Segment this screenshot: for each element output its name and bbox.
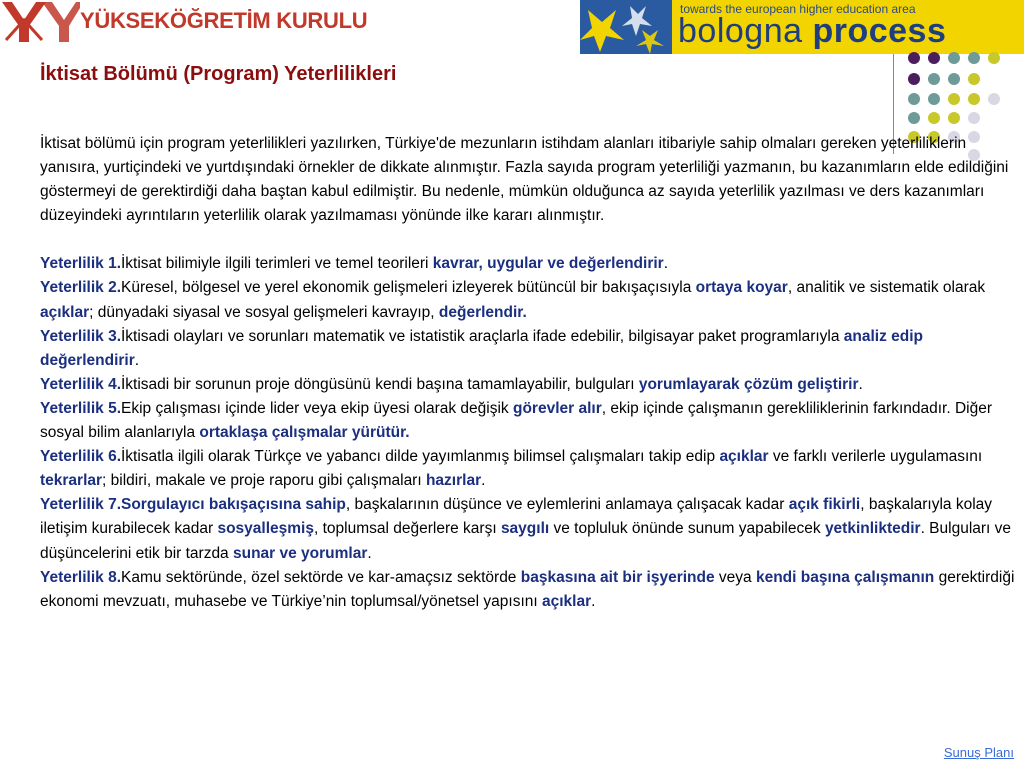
keyword: görevler alır	[512, 399, 602, 417]
text: Ekip çalışması içinde lider veya ekip üyesi olarak değişik	[121, 399, 513, 417]
keyword: değerlendir.	[438, 303, 527, 321]
intro-paragraph: İktisat bölümü için program yeterlilikleri yazılırken, Türkiye'de mezunların istihdam alanları itibariyle sahip olmaları gereken yeterliliklerin yanısıra, yurtiçindeki ve yurtdışındaki örnekler de dikkate alınmıştır. Fazla sayıda program yeterliliği yazmanın, bu kazanımların elde edildiğini göstermeyi de gerektirdiği daha baştan kabul edilmiştir. Bu nedenle, mümkün olduğunca az sayıda yeterlilik yazılması ve ders kazanımları düzeyindeki ayrıntıların yeterlilik olarak yazılmaması yönünde ilke kararı alınmıştır.	[40, 135, 1009, 225]
text: Kamu sektöründe, özel sektörde ve kar-amaçsız sektörde	[121, 568, 521, 586]
text: , analitik ve sistematik olarak	[787, 279, 986, 297]
qualification-label: Yeterlilik 1.	[40, 255, 121, 273]
text: .	[591, 592, 596, 610]
yok-logo	[2, 2, 368, 42]
qualification-8	[40, 566, 1018, 614]
keyword: kendi başına çalışmanın	[755, 568, 935, 586]
qualification-label: Yeterlilik 4.	[40, 375, 121, 393]
text: ve farklı verilerle uygulamasını	[768, 448, 983, 466]
keyword: Sorgulayıcı bakışaçısına sahip	[121, 496, 346, 514]
text: .	[367, 544, 372, 562]
qualification-label: Yeterlilik 6.	[40, 448, 121, 466]
text: .	[663, 255, 668, 273]
keyword: yorumlayarak çözüm geliştirir	[638, 375, 859, 393]
qualification-label: Yeterlilik 2.	[40, 279, 121, 297]
bologna-word2: process	[812, 12, 947, 50]
keyword: hazırlar	[425, 472, 482, 490]
keyword: açık fikirli	[788, 496, 861, 514]
text: .	[134, 351, 140, 369]
text: . Bulguları ve düşüncelerini etik bir tarzda	[40, 520, 1012, 562]
text: Küresel, bölgesel ve yerel ekonomik gelişmeleri izleyerek bütüncül bir bakışaçısıyla	[121, 279, 696, 297]
text: gerektirdiği ekonomi mevzuatı, muhasebe ve Türkiye’nin toplumsal/yönetsel yapısını	[40, 568, 1015, 610]
text: ve topluluk önünde sunum yapabilecek	[549, 520, 825, 538]
presentation-plan-link[interactable]: Sunuş Planı	[943, 745, 1014, 760]
qualification-label: Yeterlilik 5.	[40, 399, 121, 417]
keyword: kavrar, uygular ve değerlendirir	[432, 255, 664, 273]
qualification-4	[40, 373, 1018, 397]
keyword: açıklar	[719, 448, 769, 466]
content-body	[40, 132, 1018, 614]
keyword: saygılı	[500, 520, 550, 538]
keyword: sunar ve yorumlar	[233, 544, 368, 562]
keyword: tekrarlar	[40, 472, 103, 490]
keyword: başkasına ait bir işyerinde	[520, 568, 715, 586]
text: , ekip içinde çalışmanın gerekliliklerinin farkındadır. Diğer sosyal bilim alanlarıyla	[40, 399, 992, 442]
qualification-label: Yeterlilik 7.	[40, 496, 121, 514]
yok-logo-text: YÜKSEKÖĞRETİM KURULU	[80, 8, 368, 33]
page-title: İktisat Bölümü (Program) Yeterlilikleri	[40, 63, 397, 85]
qualification-2	[40, 276, 1018, 324]
qualification-label: Yeterlilik 8.	[40, 568, 121, 586]
text: İktisadi bir sorunun proje döngüsünü kendi başına tamamlayabilir, bulguları	[121, 375, 639, 393]
keyword: ortaya koyar	[695, 279, 788, 297]
text: .	[481, 472, 486, 490]
text: ; bildiri, makale ve proje raporu gibi çalışmaları	[102, 472, 426, 490]
bologna-stars-icon	[580, 0, 672, 54]
keyword: açıklar	[542, 592, 592, 610]
text: veya	[714, 568, 756, 586]
text: İktisadi olayları ve sorunları matematik ve istatistik araçlarla ifade edebilir, bilgisayar paket programlarıyla	[121, 327, 844, 345]
text: .	[858, 375, 863, 393]
text: ; dünyadaki siyasal ve sosyal gelişmeleri kavrayıp,	[89, 303, 439, 321]
text: İktisatla ilgili olarak Türkçe ve yabancı dilde yayımlanmış bilimsel çalışmaları takip edip	[121, 448, 720, 466]
keyword: analiz edip değerlendirir	[40, 327, 924, 369]
yok-emblem-icon	[2, 2, 80, 42]
text: , başkalarıyla kolay iletişim kurabilecek kadar	[40, 496, 993, 538]
qualification-6	[40, 445, 1018, 493]
keyword: yetkinliktedir	[824, 520, 921, 538]
qualification-5	[40, 397, 1018, 445]
qualification-3	[40, 325, 1018, 373]
qualification-label: Yeterlilik 3.	[40, 327, 121, 345]
qualification-1	[40, 252, 1018, 276]
bologna-banner	[580, 0, 1024, 54]
text: , toplumsal değerlere karşı	[313, 520, 501, 538]
qualification-7	[40, 493, 1018, 565]
bologna-word1: bologna	[678, 12, 803, 50]
bologna-title	[678, 12, 946, 51]
keyword: ortaklaşa çalışmalar yürütür.	[199, 424, 410, 442]
text: İktisat bilimiyle ilgili terimleri ve temel teorileri	[121, 255, 433, 273]
keyword: açıklar	[40, 303, 90, 321]
bologna-tagline: towards the european higher education area	[680, 2, 916, 16]
keyword: sosyalleşmiş	[217, 520, 314, 538]
text: , başkalarının düşünce ve eylemlerini anlamaya çalışacak kadar	[345, 496, 789, 514]
